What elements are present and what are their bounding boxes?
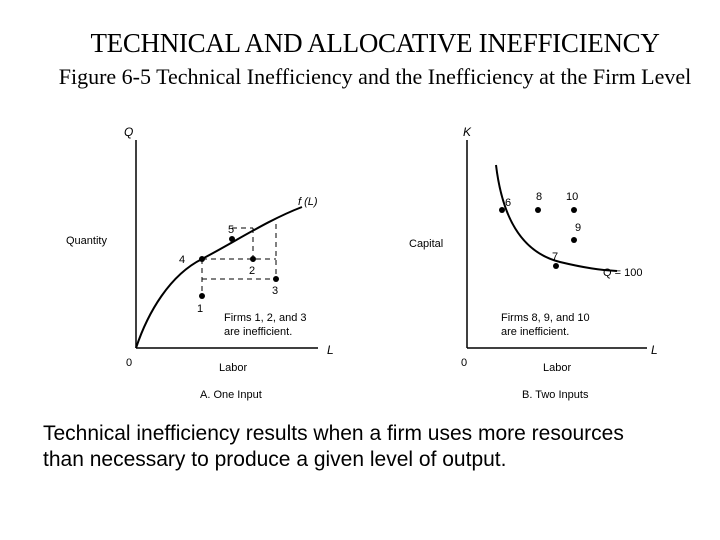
production-function-label: f (L) (298, 196, 318, 208)
firm-point-2 (250, 256, 256, 262)
firm-point-8 (535, 207, 541, 213)
panel-a-y-label: Quantity (66, 235, 107, 247)
firm-point-4 (199, 256, 205, 262)
panel-a-x-letter: L (327, 343, 334, 357)
firm-label-1: 1 (197, 303, 204, 315)
firm-label-10: 10 (566, 191, 579, 203)
panel-b-y-letter: K (463, 125, 472, 139)
firm-label-7: 7 (552, 251, 559, 263)
panel-a-note-line2: are inefficient. (224, 326, 293, 338)
panel-b-note-line2: are inefficient. (501, 326, 570, 338)
panel-b-x-letter: L (651, 343, 658, 357)
panel-b (409, 125, 658, 401)
isoquant-label: Q = 100 (603, 267, 643, 279)
panel-b-note-line1: Firms 8, 9, and 10 (501, 312, 590, 324)
firm-point-5 (229, 236, 235, 242)
panel-a-y-letter: Q (124, 125, 134, 139)
slide-title: TECHNICAL AND ALLOCATIVE INEFFICIENCY (90, 28, 660, 58)
firm-label-5: 5 (228, 224, 235, 236)
firm-point-9 (571, 237, 577, 243)
firm-point-7 (553, 263, 559, 269)
panel-a-note-line1: Firms 1, 2, and 3 (224, 312, 307, 324)
panel-a-caption: A. One Input (200, 389, 262, 401)
panel-b-x-label: Labor (543, 362, 572, 374)
panel-b-origin: 0 (461, 357, 468, 369)
firm-label-9: 9 (575, 222, 582, 234)
firm-point-3 (273, 276, 279, 282)
panel-b-y-label: Capital (409, 238, 444, 250)
firm-label-3: 3 (272, 285, 279, 297)
slide-caption: Technical inefficiency results when a firm uses more resources than necessary to produce a given level of output. (43, 422, 624, 471)
firm-point-10 (571, 207, 577, 213)
panel-a-origin: 0 (126, 357, 133, 369)
firm-label-6: 6 (505, 197, 512, 209)
panel-a (66, 125, 334, 401)
firm-label-2: 2 (249, 265, 256, 277)
panel-b-caption: B. Two Inputs (522, 389, 589, 401)
figure-subtitle: Figure 6-5 Technical Inefficiency and the Inefficiency at the Firm Level (58, 64, 692, 89)
firm-label-8: 8 (536, 191, 543, 203)
firm-label-4: 4 (179, 254, 186, 266)
panel-a-x-label: Labor (219, 362, 248, 374)
firm-point-1 (199, 293, 205, 299)
